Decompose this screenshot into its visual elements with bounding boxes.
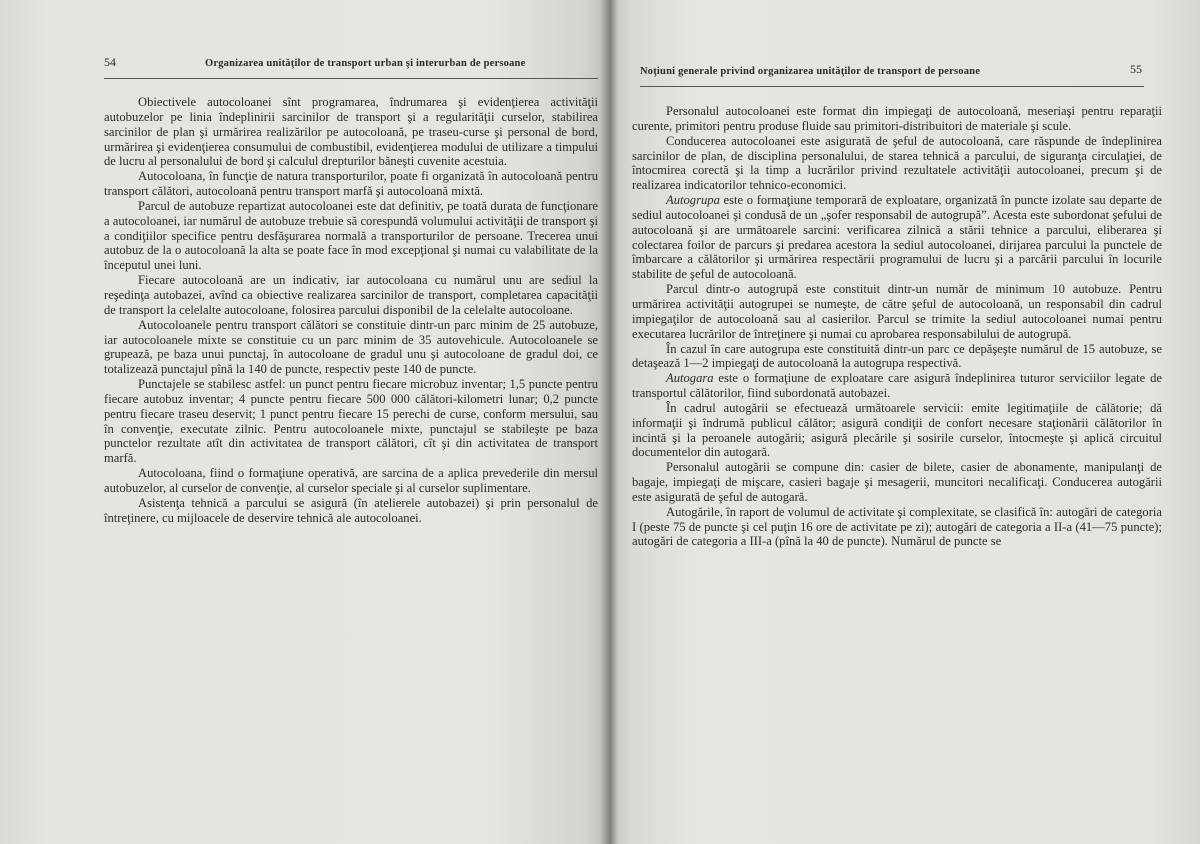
paragraph — [632, 193, 1162, 282]
paragraph: Conducerea autocoloanei este asigurată de şeful de autocoloană, care răspunde de îndeplinirea sarcinilor de plan, de disciplina personalului, de starea tehnică a parcului, de siguranţa circulaţiei, de întocmirea corectă şi la timp a lucrărilor privind rezultatele activităţii autocoloanei, precum şi de realizarea indicatorilor tehnico-economici. — [632, 133, 1162, 193]
paragraph: Parcul dintr-o autogrupă este constituit dintr-un număr de minimum 10 autobuze. Pentru urmărirea activităţii autogrupei se numeşte, de către şeful de autocoloană, un responsabil din cadrul impiegaţilor de autocoloană sau al casierilor. Parcul se trimite la sediul autocoloanei numai pentru executarea lucrărilor de întreţinere şi numai cu aprobarea responsabilului de autogrupă. — [632, 282, 1162, 341]
paragraph: Autocoloana, în funcţie de natura transporturilor, poate fi organizată în autocoloană pentru transport călători, autocoloană pentru transport marfă şi autocoloană mixtă. — [104, 169, 598, 199]
paragraph: Personalul autocoloanei este format din impiegaţi de autocoloană, meseriaşi pentru reparaţii curente, primitori pentru produse fluide sau primitori-distribuitori de materiale şi scule. — [632, 104, 1162, 133]
paragraph: Fiecare autocoloană are un indicativ, iar autocoloana cu numărul unu are sediul la reşedinţa autobazei, avînd ca obiective realizarea sarcinilor de transport, completarea capacităţii de transport la celelalte autocoloane, folosirea parcului disponibil de la celelalte autocoloane. — [104, 273, 598, 317]
paragraph-text: este o formaţiune temporară de exploatare, organizată în puncte izolate sau departe de sediul autocoloanei şi condusă de un „şofer responsabil de autogrupă”. Acesta este subordonat şefului de autocoloană şi are următoarele sarcini: verificarea zilnică a stării tehnice a parcului, eliberarea şi colectarea foilor de parcurs şi predarea acestora la sediul autocoloanei, dirijarea parcului la punctele de îmbarcare a călătorilor şi urmărirea respectării programului de lucru şi a parcării parcului în locurile stabilite de şeful de autocoloană. — [632, 193, 1162, 282]
paragraph: Autogările, în raport de volumul de activitate şi complexitate, se clasifică în: autogări de categoria I (peste 75 de puncte şi cel puţin 16 ore de activitate pe zi); autogări de categoria a II-a (41—75 puncte); autogări de categoria a III-a (pînă la 40 de puncte). Numărul de puncte se — [632, 504, 1162, 549]
paragraph: Parcul de autobuze repartizat autocoloanei este dat definitiv, pe toată durata de funcţionare a autocoloanei, iar numărul de autobuze trebuie să corespundă volumului activităţii de transport şi a condiţiilor specifice pentru desfăşurarea normală a transporturilor de persoane. Trecerea unui autobuz de la o autocoloană la alta se poate face în mod excepţional şi numai cu valabilitate de la începutul unei luni. — [104, 198, 598, 273]
paragraph: Autocoloanele pentru transport călători se constituie dintr-un parc minim de 25 autobuze, iar autocoloanele mixte se constituie cu un parc minim de 35 autovehicule. Autocoloanele se grupează, pe baza unui punctaj, în autocoloane de gradul unu şi autocoloane de gradul doi, ce totalizează punctajul pînă la 140 de puncte, respectiv peste 140 de puncte. — [104, 317, 598, 377]
term-autogrupa: Autogrupa — [666, 193, 720, 208]
paragraph — [632, 371, 1162, 401]
running-head-right: Noţiuni generale privind organizarea unităţilor de transport de persoane — [640, 66, 981, 77]
paragraph-text: este o formaţiune de exploatare care asigură îndeplinirea tuturor serviciilor legate de transportul călătorilor, fiind subordonată autobazei. — [632, 371, 1162, 401]
paragraph: Autocoloana, fiind o formaţiune operativă, are sarcina de a aplica prevederile din mersul autobuzelor, al curselor de convenţie, al curselor speciale şi al curselor suplimentare. — [104, 466, 598, 495]
term-autogara: Autogara — [666, 371, 714, 386]
paragraph: Personalul autogării se compune din: casier de bilete, casier de abonamente, manipulanţi de bagaje, impiegaţi de mişcare, casieri bagaje şi mesagerii, muncitori necalificaţi. Conducerea autogării este asigurată de şeful de autogară. — [632, 460, 1162, 504]
paragraph: Asistenţa tehnică a parcului se asigură (în atelierele autobazei) şi prin personalul de întreţinere, cu mijloacele de deservire tehnică ale autocoloanei. — [104, 495, 598, 525]
left-page-body — [104, 95, 598, 525]
paragraph: Obiectivele autocoloanei sînt programarea, îndrumarea şi evidenţierea activităţii autobuzelor pe linia îndeplinirii sarcinilor de transport şi a regularităţii curselor, stabilirea sarcinilor de plan şi urmărirea realizărilor pe autocoloană, pe traseu-curse şi personal de bord, urmărirea şi evidenţierea consumului de combustibil, evidenţierea modului de utilizare a timpului de lucru al personalului de bord şi calculul drepturilor băneşti cuvenite acestuia. — [104, 95, 598, 169]
header-rule-right — [640, 86, 1144, 87]
book-gutter — [600, 0, 618, 844]
paragraph: Punctajele se stabilesc astfel: un punct pentru fiecare microbuz inventar; 1,5 puncte pentru fiecare autobuz inventar; 4 puncte pentru fiecare 500 000 călători-kilometri lunar; 0,2 puncte pentru fiecare traseu deservit; 1 punct pentru fiecare 15 perechi de curse, conform mersului, sau în convenţie, executate zilnic. Pentru autocoloanele mixte, punctajul se stabileşte pe baza punctelor rezultate atît din activitatea de transport călători, cît şi din activitatea de transport marfă. — [104, 377, 598, 466]
paragraph: În cazul în care autogrupa este constituită dintr-un parc ce depăşeşte numărul de 15 autobuze, se detaşează 1—2 impiegaţi de autocoloană la autogrupa respectivă. — [632, 341, 1162, 371]
paragraph: În cadrul autogării se efectuează următoarele servicii: emite legitimaţiile de călătorie; dă informaţii şi îndrumă publicul călător; asigură condiţii de confort necesare staţionării călătorilor în incintă şi la peroanele autogării; asigură plecările şi sosirile curselor, întocmeşte şi aplică circuitul documentelor din autogară. — [632, 400, 1162, 460]
running-head-left: Organizarea unităţilor de transport urban şi interurban de persoane — [205, 58, 526, 69]
right-page — [608, 0, 1200, 844]
right-page-body — [632, 104, 1162, 549]
page-number-right: 55 — [1130, 62, 1142, 76]
page-number-left: 54 — [104, 55, 116, 69]
header-rule-left — [104, 78, 598, 79]
